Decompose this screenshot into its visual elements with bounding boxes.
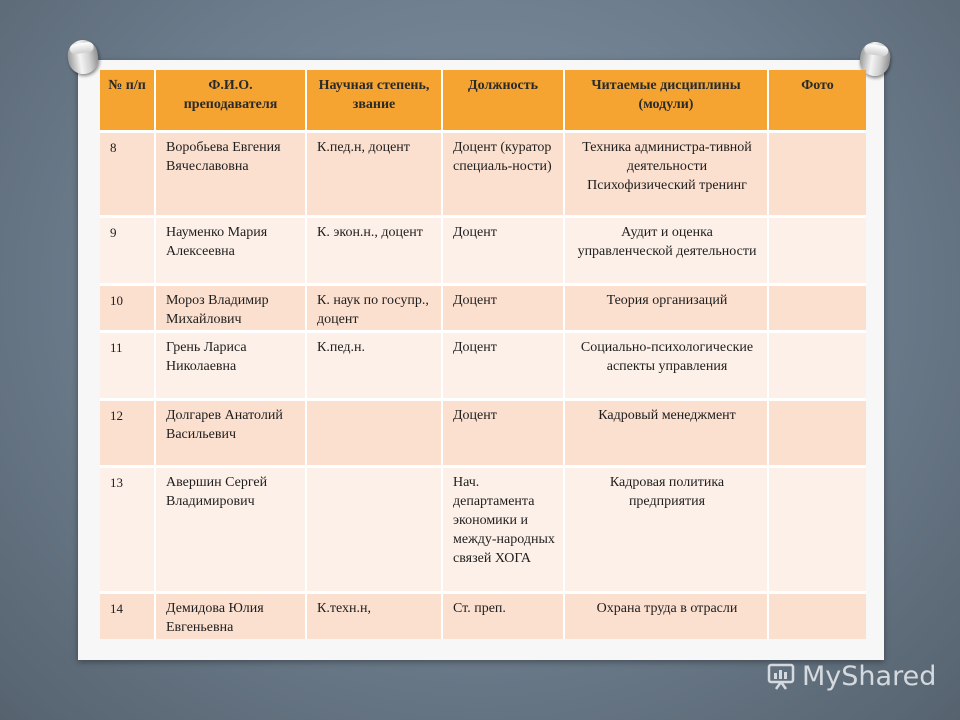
cell-disciplines: Техника администра-тивной деятельности Психофизический тренинг — [564, 131, 768, 216]
table-row — [100, 284, 866, 331]
cell-photo — [768, 592, 866, 639]
cell-num: 10 — [100, 284, 155, 331]
cell-disciplines: Охрана труда в отрасли — [564, 592, 768, 639]
presentation-board-icon — [766, 661, 796, 691]
table-row — [100, 592, 866, 639]
table-row — [100, 399, 866, 466]
cell-photo — [768, 466, 866, 592]
table-header-row — [100, 70, 866, 131]
cell-degree: К. наук по госупр., доцент — [306, 284, 442, 331]
cell-photo — [768, 131, 866, 216]
header-degree: Научная степень, звание — [306, 70, 442, 131]
cell-position: Доцент — [442, 331, 564, 399]
header-disciplines: Читаемые дисциплины (модули) — [564, 70, 768, 131]
cell-position: Доцент (куратор специаль-ности) — [442, 131, 564, 216]
cell-name: Мороз Владимир Михайлович — [155, 284, 306, 331]
table-row — [100, 131, 866, 216]
cell-name: Долгарев Анатолий Васильевич — [155, 399, 306, 466]
cell-disciplines: Аудит и оценка управленческой деятельности — [564, 216, 768, 284]
teachers-table — [100, 70, 866, 639]
cell-position: Доцент — [442, 399, 564, 466]
cell-name: Демидова Юлия Евгеньевна — [155, 592, 306, 639]
cell-position: Доцент — [442, 284, 564, 331]
cell-num: 11 — [100, 331, 155, 399]
watermark-text: MyShared — [802, 660, 937, 692]
table-row — [100, 331, 866, 399]
cell-degree: К.техн.н, — [306, 592, 442, 639]
header-num: № п/п — [100, 70, 155, 131]
cell-name: Воробьева Евгения Вячеславовна — [155, 131, 306, 216]
cell-degree — [306, 466, 442, 592]
header-name: Ф.И.О. преподавателя — [155, 70, 306, 131]
cell-position: Доцент — [442, 216, 564, 284]
cell-num: 13 — [100, 466, 155, 592]
cell-num: 9 — [100, 216, 155, 284]
header-position: Должность — [442, 70, 564, 131]
cell-photo — [768, 399, 866, 466]
cell-num: 8 — [100, 131, 155, 216]
cell-photo — [768, 331, 866, 399]
cell-photo — [768, 216, 866, 284]
cell-disciplines: Кадровый менеджмент — [564, 399, 768, 466]
cell-disciplines: Кадровая политика предприятия — [564, 466, 768, 592]
cell-name: Науменко Мария Алексеевна — [155, 216, 306, 284]
cell-name: Грень Лариса Николаевна — [155, 331, 306, 399]
cell-num: 14 — [100, 592, 155, 639]
cell-degree: К.пед.н, доцент — [306, 131, 442, 216]
cell-degree — [306, 399, 442, 466]
cell-position: Нач. департамента экономики и между-народных связей ХОГА — [442, 466, 564, 592]
table-row — [100, 216, 866, 284]
table-row — [100, 466, 866, 592]
header-photo: Фото — [768, 70, 866, 131]
cell-disciplines: Социально-психологические аспекты управления — [564, 331, 768, 399]
watermark — [766, 656, 936, 696]
cell-position: Ст. преп. — [442, 592, 564, 639]
cell-num: 12 — [100, 399, 155, 466]
cell-degree: К.пед.н. — [306, 331, 442, 399]
cell-disciplines: Теория организаций — [564, 284, 768, 331]
cell-photo — [768, 284, 866, 331]
cell-degree: К. экон.н., доцент — [306, 216, 442, 284]
cell-name: Авершин Сергей Владимирович — [155, 466, 306, 592]
